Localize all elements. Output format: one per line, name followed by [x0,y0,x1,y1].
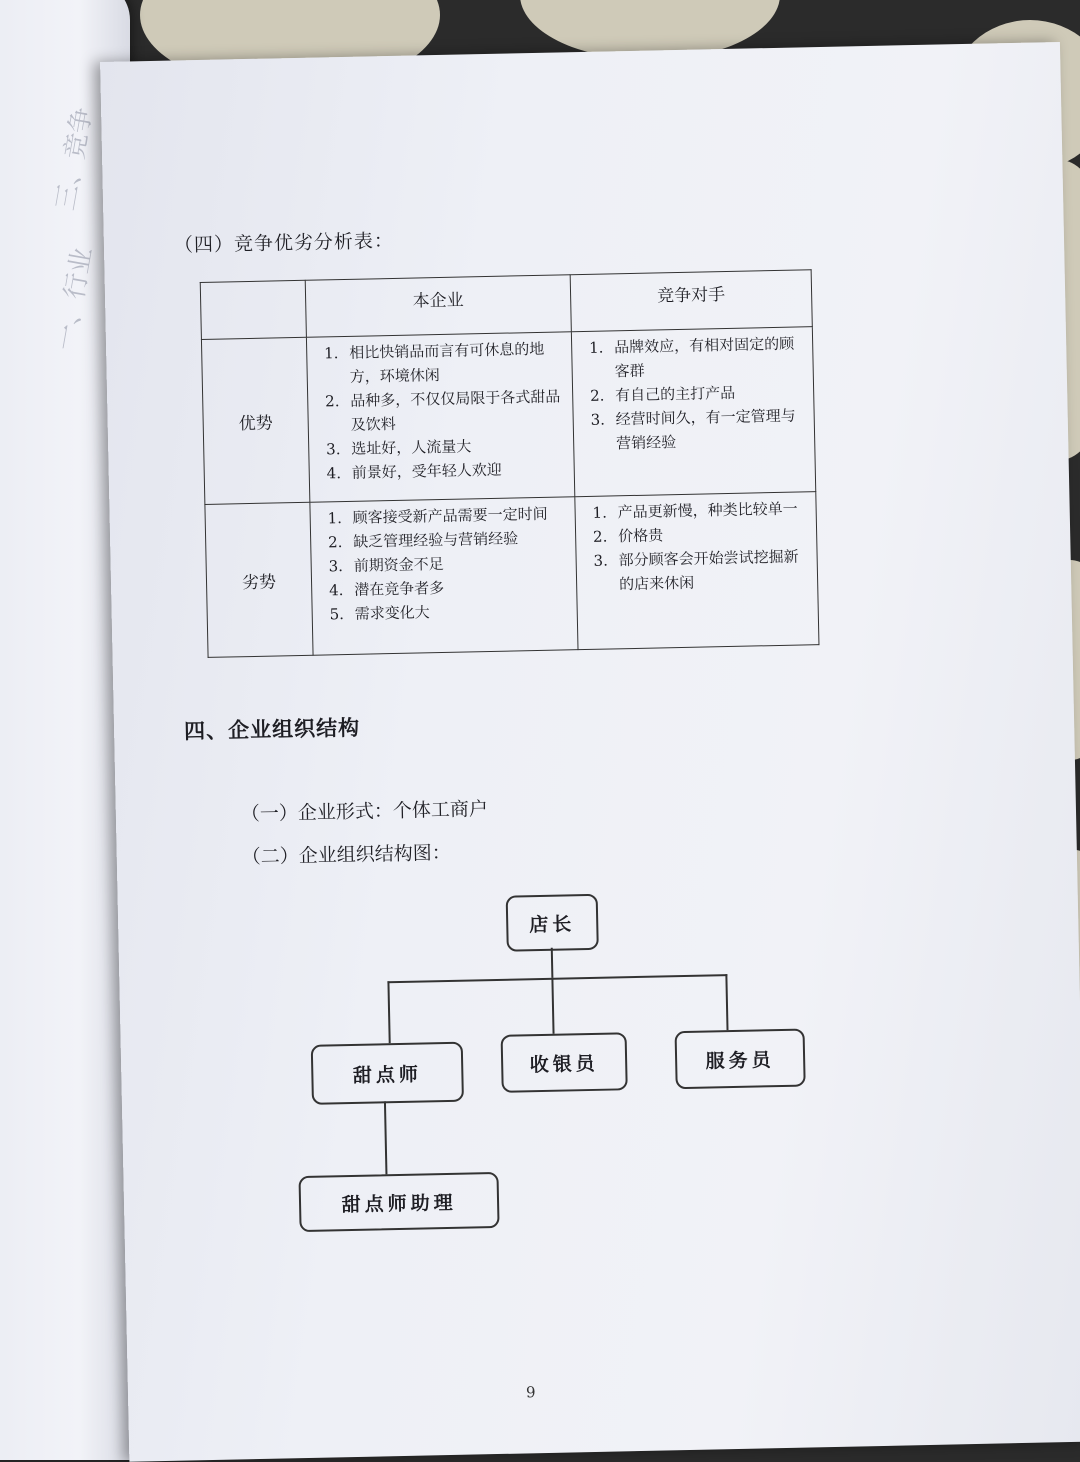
org-node-waiter: 服务员 [675,1029,806,1090]
competition-analysis-table [200,269,820,658]
list-item: 3. 前期资金不足 [347,549,567,578]
left-page-ghost-text-2: 一、行业 [50,245,99,353]
advantages-company-cell [306,332,574,503]
org-structure-title: 四、企业组织结构 [183,714,361,744]
table-header-company: 本企业 [305,275,571,338]
org-node-pastry-chef: 甜点师 [311,1042,464,1105]
org-chart-caption: （二）企业组织结构图： [241,841,451,869]
row-label-advantages: 优势 [201,337,309,504]
list-item: 2. 价格贵 [612,520,808,548]
left-page-ghost-text-1: 三、竞争 [50,105,99,213]
document-page [100,42,1080,1462]
org-node-pastry-assistant: 甜点师助理 [298,1172,499,1232]
table-row-disadvantages [205,492,819,658]
org-node-cashier: 收银员 [501,1032,628,1093]
list-item: 3. 经营时间久，有一定管理与营销经验 [609,403,806,455]
list-item: 2. 品种多，不仅仅局限于各式甜品及饮料 [344,384,565,437]
disadvantages-competitor-cell [575,492,819,650]
list-item: 3. 选址好，人流量大 [345,432,565,461]
list-item: 4. 前景好，受年轻人欢迎 [346,456,566,485]
connector-line [387,981,390,1043]
org-node-manager: 店长 [506,894,599,952]
competition-table-heading: （四）竞争优劣分析表： [173,229,395,257]
list-item: 5. 需求变化大 [348,597,568,626]
page-number: 9 [525,1383,536,1402]
connector-line [551,948,554,978]
connector-line [551,978,554,1034]
row-label-disadvantages: 劣势 [205,502,313,657]
list-item: 1. 产品更新慢，种类比较单一 [611,496,807,524]
table-header-competitor: 竞争对手 [570,270,812,332]
connector-line [725,974,728,1030]
list-item: 4. 潜在竞争者多 [348,573,568,602]
disadvantages-company-cell [310,497,578,656]
list-item: 1. 品牌效应，有相对固定的顾客群 [608,331,805,383]
connector-line [387,974,727,983]
list-item: 1. 相比快销品而言有可休息的地方，环境休闲 [343,336,564,389]
table-header-blank [200,280,306,339]
list-item: 3. 部分顾客会开始尝试挖掘新的店来休闲 [612,544,809,596]
business-form-line: （一）企业形式：个体工商户 [240,798,489,826]
advantages-competitor-cell [571,327,815,497]
list-item: 2. 有自己的主打产品 [609,379,805,407]
list-item: 1. 顾客接受新产品需要一定时间 [346,501,566,530]
list-item: 2. 缺乏管理经验与营销经验 [347,525,567,554]
table-row-advantages [201,327,815,505]
connector-line [384,1101,388,1174]
